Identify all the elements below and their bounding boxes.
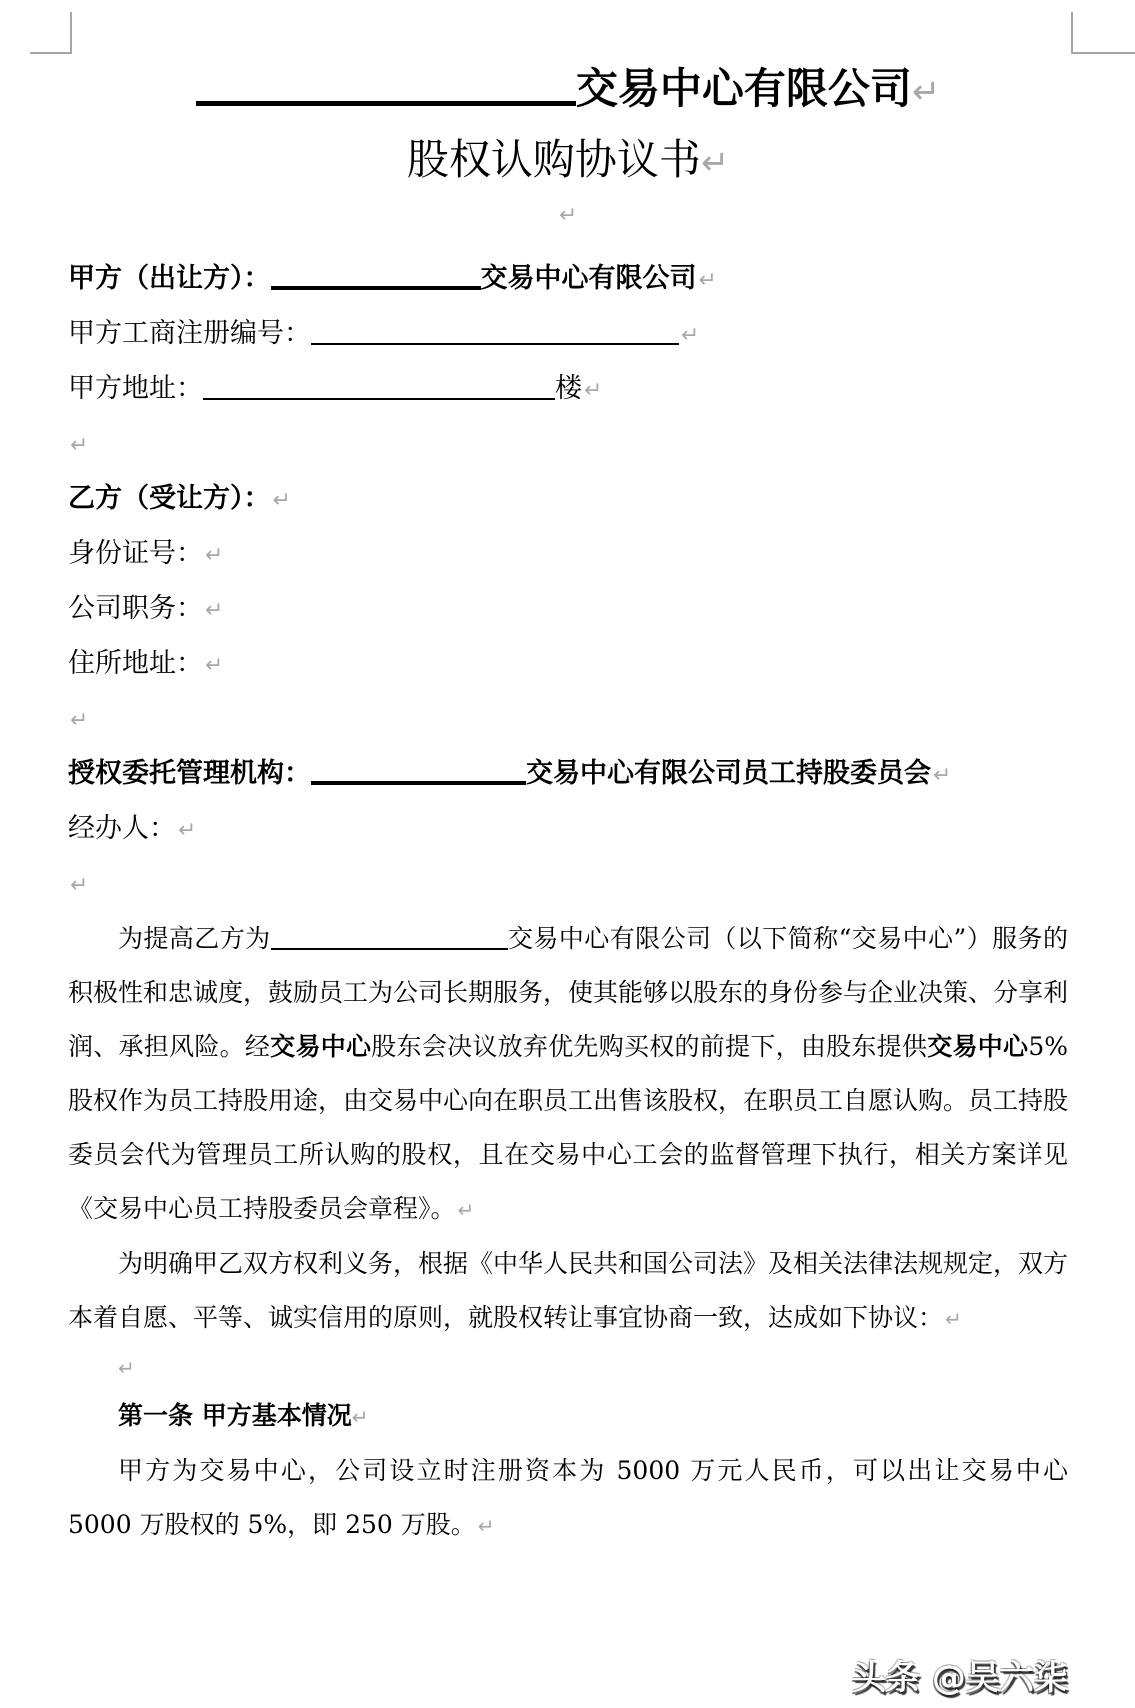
pilcrow-mark: ↵ — [118, 1356, 135, 1380]
pilcrow-mark: ↵ — [457, 1198, 475, 1222]
pilcrow-mark: ↵ — [933, 763, 952, 788]
party-b-residence-line — [68, 637, 1068, 692]
empty-paragraph — [68, 857, 1068, 912]
party-a-line — [68, 252, 1068, 307]
agency-blank-underline — [311, 758, 526, 785]
pilcrow-mark: ↵ — [698, 268, 717, 293]
empty-paragraph — [68, 1346, 1068, 1389]
article-1-body-text: 甲方为交易中心，公司设立时注册资本为 5000 万元人民币，可以出让交易中心 5000 万股权的 5%，即 250 万股。 — [68, 1456, 1068, 1539]
party-a-name: 交易中心有限公司 — [480, 263, 697, 294]
party-b-position-label: 公司职务： — [68, 593, 203, 624]
pilcrow-mark: ↵ — [584, 378, 603, 403]
pilcrow-mark: ↵ — [681, 323, 700, 348]
title-doc-name-line — [68, 129, 1068, 194]
address-blank-underline — [203, 373, 555, 400]
pilcrow-mark: ↵ — [70, 433, 89, 458]
pilcrow-mark: ↵ — [911, 72, 941, 111]
agency-handler-line — [68, 802, 1068, 857]
title-company-text: 交易中心有限公司 — [575, 64, 912, 113]
pilcrow-mark: ↵ — [205, 598, 224, 623]
party-a-address-line — [68, 362, 1068, 417]
party-a-label: 甲方（出让方）： — [68, 263, 271, 294]
preamble-blank-underline — [271, 925, 508, 950]
empty-paragraph — [68, 692, 1068, 747]
preamble-p1-text: 交易中心有限公司（以下简称“交易中心”）服务的积极性和忠诚度，鼓励员工为公司长期服务，使其能够以股东的身份参与企业决策、分享利润、承担风险。经 — [68, 924, 1069, 1061]
party-b-label: 乙方（受让方）： — [68, 483, 271, 514]
watermark-toutiao: 头条 @吴六柒 — [852, 1658, 1068, 1698]
preamble-p1-bold-company: 交易中心 — [927, 1032, 1029, 1061]
parties-section — [68, 252, 1068, 912]
agency-line — [68, 747, 1068, 802]
preamble-p1-text: 为提高乙方为 — [118, 924, 271, 953]
agency-label: 授权委托管理机构： — [68, 758, 311, 789]
agency-handler-label: 经办人： — [68, 813, 176, 844]
party-b-id-line — [68, 527, 1068, 582]
pilcrow-mark: ↵ — [558, 203, 578, 228]
preamble-paragraph-2 — [68, 1237, 1068, 1346]
pilcrow-mark: ↵ — [700, 143, 730, 182]
party-a-reg-no-label: 甲方工商注册编号： — [68, 318, 311, 349]
pilcrow-mark: ↵ — [205, 543, 224, 568]
pilcrow-mark: ↵ — [70, 873, 89, 898]
pilcrow-mark: ↵ — [477, 1514, 495, 1538]
pilcrow-mark: ↵ — [178, 818, 197, 843]
reg-no-blank-underline — [311, 318, 679, 345]
title-blank-underline — [196, 64, 576, 106]
preamble-p2-text: 为明确甲乙双方权利义务，根据《中华人民共和国公司法》及相关法律法规规定，双方本着自愿、平等、诚实信用的原则，就股权转让事宜协商一致，达成如下协议： — [68, 1249, 1069, 1332]
pilcrow-mark: ↵ — [70, 708, 89, 733]
text-boundary-mark-top-left-icon — [30, 12, 72, 54]
title-company-line — [68, 58, 1068, 123]
party-a-address-label: 甲方地址： — [68, 373, 203, 404]
preamble-paragraph-1 — [68, 912, 1068, 1237]
party-b-residence-label: 住所地址： — [68, 648, 203, 679]
empty-paragraph — [68, 194, 1068, 236]
article-1-body — [68, 1444, 1068, 1553]
party-a-reg-no-line — [68, 307, 1068, 362]
preamble-p1-text: 5%股权作为员工持股用途，由交易中心向在职员工出售该股权，在职员工自愿认购。员工持股委员会代为管理员工所认购的股权，且在交易中心工会的监督管理下执行，相关方案详见《交易中心员工持股委员会章程》。 — [68, 1032, 1069, 1223]
document-body — [68, 58, 1068, 1553]
pilcrow-mark: ↵ — [351, 1405, 369, 1429]
text-boundary-mark-top-right-icon — [1071, 12, 1135, 54]
pilcrow-mark: ↵ — [272, 488, 291, 513]
article-1-heading-text: 第一条 甲方基本情况 — [118, 1401, 352, 1430]
agency-name: 交易中心有限公司员工持股委员会 — [526, 758, 931, 789]
pilcrow-mark: ↵ — [205, 653, 224, 678]
pilcrow-mark: ↵ — [945, 1307, 962, 1331]
article-1-heading — [68, 1389, 1068, 1444]
preamble-p1-text: 股东会决议放弃优先购买权的前提下，由股东提供 — [371, 1032, 928, 1061]
preamble-p1-bold-company: 交易中心 — [270, 1032, 372, 1061]
party-b-id-label: 身份证号： — [68, 538, 203, 569]
title-doc-name-text: 股权认购协议书 — [406, 135, 701, 184]
party-a-blank-underline — [271, 263, 481, 290]
party-b-line — [68, 472, 1068, 527]
party-b-position-line — [68, 582, 1068, 637]
empty-paragraph — [68, 417, 1068, 472]
party-a-address-suffix: 楼 — [555, 373, 582, 404]
